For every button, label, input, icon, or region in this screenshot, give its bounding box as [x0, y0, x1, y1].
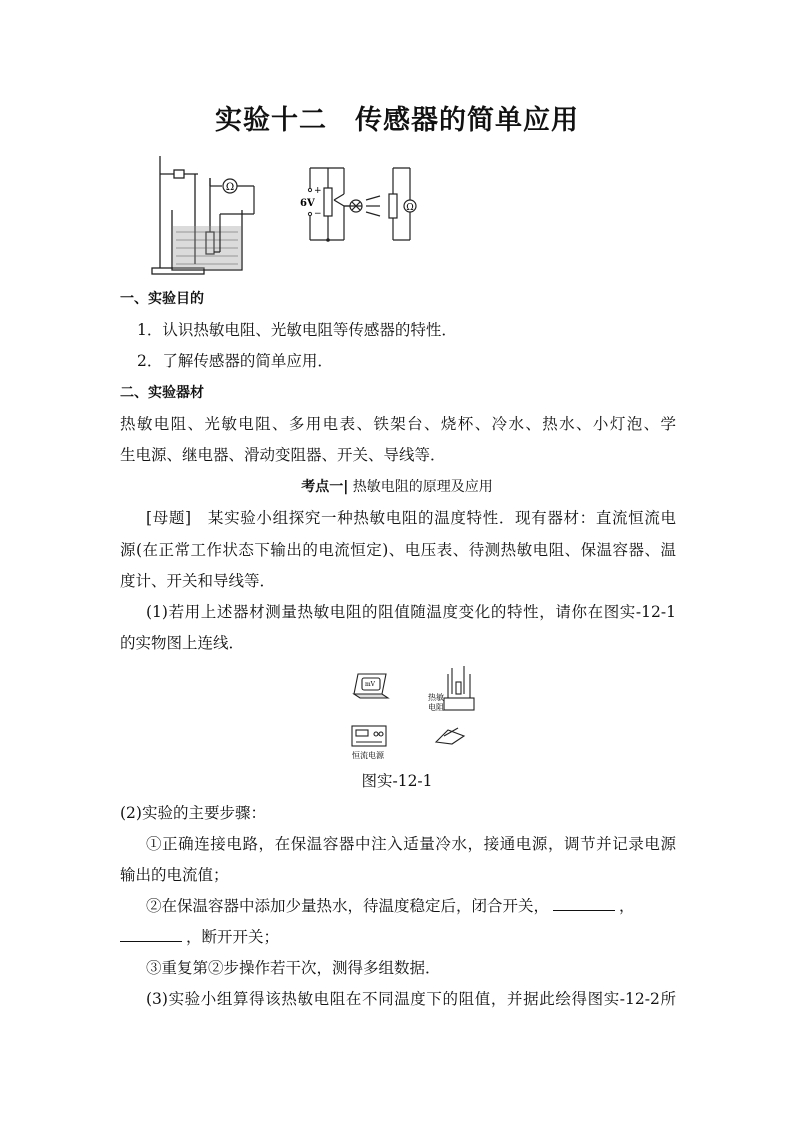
- kaodian-label: 考点一|: [301, 479, 349, 495]
- materials-line-2: 生电源、继电器、滑动变阻器、开关、导线等．: [120, 446, 446, 464]
- answer-blank-2: [120, 927, 182, 942]
- step-2-line-2: [120, 927, 279, 947]
- materials-line-1: 热敏电阻、光敏电阻、多用电表、铁架台、烧杯、冷水、热水、小灯泡、学: [120, 415, 676, 433]
- step-2-end-text: ，断开开关；: [186, 928, 280, 946]
- step-2-separator: ，: [619, 897, 635, 915]
- question-3-line-1: (3)实验小组算得该热敏电阻在不同温度下的阻值，并据此绘得图实-12-2所: [146, 990, 676, 1008]
- negative-terminal-label: −: [314, 209, 322, 219]
- step-2-text: ②在保温容器中添加少量热水，待温度稳定后，闭合开关，: [146, 897, 550, 915]
- step-1-line-1: ①正确连接电路，在保温容器中注入适量冷水，接通电源，调节并记录电源: [146, 835, 676, 853]
- current-source-label: 恒流电源: [352, 751, 384, 760]
- kaodian-heading: [0, 477, 794, 497]
- apparatus-objects-figure: [348, 664, 478, 764]
- ohmmeter-symbol: Ω: [225, 182, 235, 193]
- step-1-line-2: 输出的电流值；: [120, 866, 229, 884]
- materials-heading: 二、实验器材: [120, 385, 204, 401]
- problem-line-3: 度计、开关和导线等．: [120, 572, 276, 590]
- step-3: ③重复第②步操作若干次，测得多组数据．: [146, 959, 441, 977]
- voltmeter-label: mV: [364, 681, 376, 688]
- problem-line-2: 源(在正常工作状态下输出的电流恒定)、电压表、待测热敏电阻、保温容器、温: [120, 541, 676, 559]
- thermistor-apparatus-figure: [150, 152, 270, 278]
- purpose-heading: 一、实验目的: [120, 291, 204, 307]
- question-2-heading: (2)实验的主要步骤：: [120, 804, 266, 822]
- kaodian-text: 热敏电阻的原理及应用: [352, 479, 493, 495]
- positive-terminal-label: +: [314, 186, 322, 196]
- ohmmeter-symbol-2: Ω: [406, 203, 414, 213]
- thermistor-label-1: 热敏: [428, 693, 444, 702]
- photoresistor-circuit-figure: [298, 166, 418, 246]
- step-2-line-1: [146, 896, 635, 916]
- problem-line-1: [母题] 某实验小组探究一种热敏电阻的温度特性．现有器材：直流恒流电: [146, 509, 676, 527]
- page-title: 实验十二 传感器的简单应用: [215, 105, 579, 136]
- purpose-item-2: 2．了解传感器的简单应用．: [137, 352, 333, 370]
- figure-caption: 图实-12-1: [361, 772, 433, 790]
- thermistor-label-2: 电阻: [428, 703, 444, 712]
- question-1-line-1: (1)若用上述器材测量热敏电阻的阻值随温度变化的特性，请你在图实-12-1: [146, 603, 676, 621]
- question-1-line-2: 的实物图上连线．: [120, 634, 245, 652]
- voltage-label: 6V: [300, 198, 315, 209]
- purpose-item-1: 1．认识热敏电阻、光敏电阻等传感器的特性．: [137, 321, 457, 339]
- answer-blank-1: [553, 896, 615, 911]
